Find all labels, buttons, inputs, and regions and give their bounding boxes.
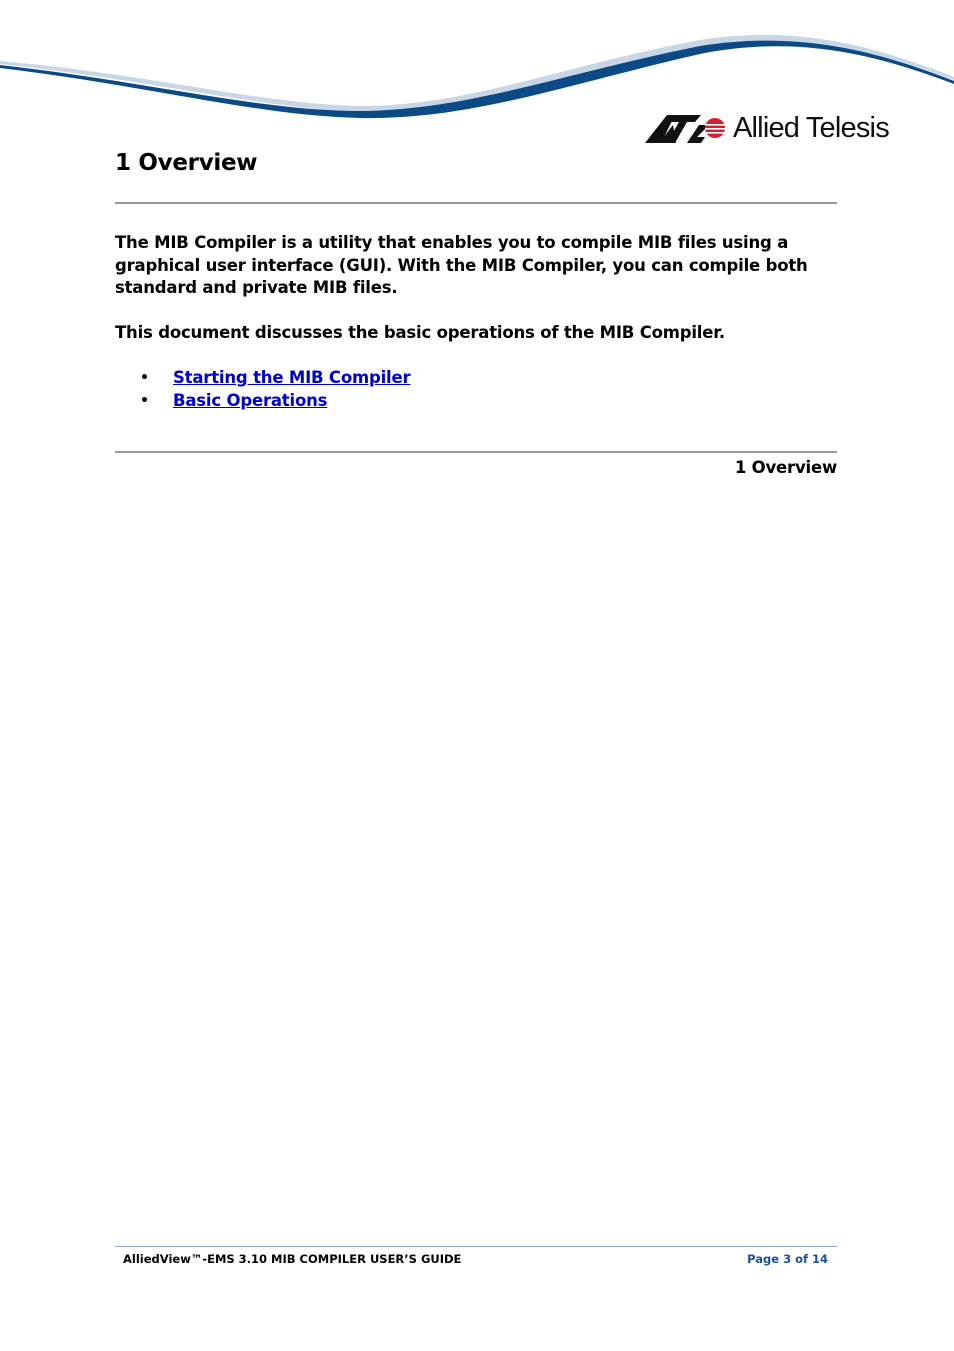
link-basic-operations[interactable]: Basic Operations (173, 391, 328, 410)
link-starting-mib-compiler[interactable]: Starting the MIB Compiler (173, 368, 411, 387)
bullet-icon: • (140, 392, 149, 409)
list-item (140, 389, 410, 412)
page-number: Page 3 of 14 (747, 1252, 828, 1266)
allied-telesis-at-logo-icon (645, 111, 729, 145)
divider (115, 451, 837, 453)
bullet-icon: • (140, 369, 149, 386)
allied-telesis-logo (645, 108, 889, 148)
section-footer-label: 1 Overview (734, 458, 837, 477)
page-footer-divider (115, 1246, 837, 1247)
summary-paragraph: This document discusses the basic operations of the MIB Compiler. (115, 323, 725, 342)
intro-paragraph: The MIB Compiler is a utility that enables you to compile MIB files using a graphical user interface (GUI). With the MIB Compiler, you can compile both standard and private MIB files. (115, 233, 808, 297)
page-title: 1 Overview (115, 150, 258, 176)
divider (115, 202, 837, 204)
topic-link-list (140, 366, 410, 412)
list-item (140, 366, 410, 389)
brand-name: Allied Telesis (733, 111, 889, 144)
footer-guide-title: AlliedView™-EMS 3.10 MIB COMPILER USER’S GUIDE (123, 1252, 462, 1266)
